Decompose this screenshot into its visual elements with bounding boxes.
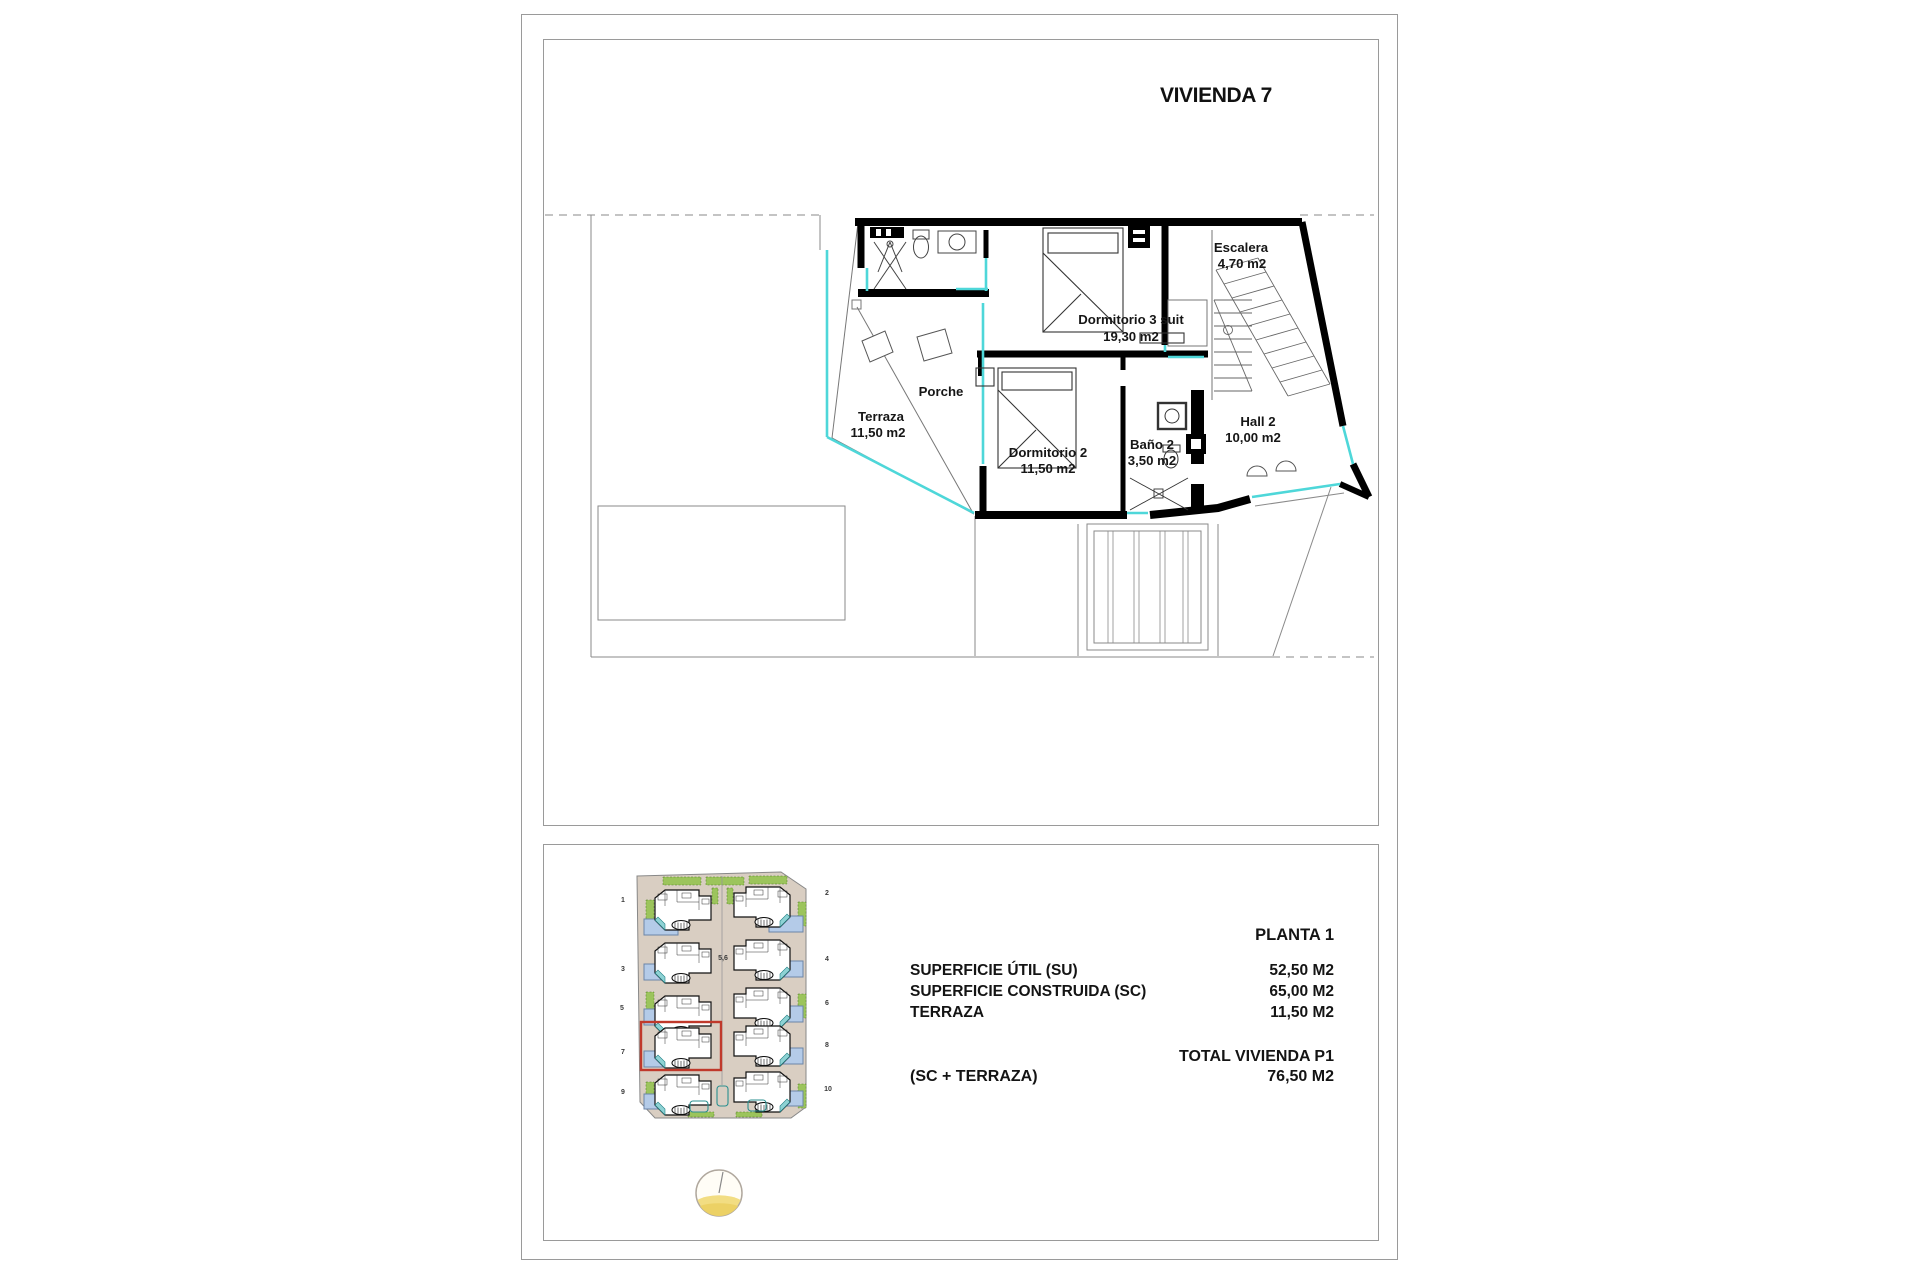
porch-furniture <box>862 329 952 362</box>
unit-number-4: 4 <box>825 956 829 963</box>
label-dormitorio3-area: 19,30 m2 <box>1103 329 1159 344</box>
terrace-geometry <box>832 223 974 514</box>
unit-number-8: 8 <box>825 1042 829 1049</box>
label-dormitorio2: Dormitorio 2 <box>1008 445 1088 460</box>
summary-row-sc-label: SUPERFICIE CONSTRUIDA (SC) <box>910 983 1147 1000</box>
summary-row-terraza <box>910 1002 1334 1023</box>
unit-number-5: 5 <box>620 1005 624 1012</box>
floor-label: PLANTA 1 <box>1255 926 1334 944</box>
unit-number-7: 7 <box>621 1049 625 1056</box>
summary-row-terraza-value: 11,50 M2 <box>1270 1004 1334 1021</box>
floorplan-drawing <box>543 39 1377 824</box>
bathroom3-fixtures <box>874 230 976 289</box>
summary-row-sc <box>910 981 1334 1002</box>
label-escalera: Escalera <box>1213 240 1269 255</box>
unit-number-1: 1 <box>621 897 625 904</box>
page-title: VIVIENDA 7 <box>1160 84 1272 107</box>
pergola-grid <box>975 516 1218 656</box>
unit-number-10: 10 <box>824 1086 832 1093</box>
unit-number-2: 2 <box>825 890 829 897</box>
summary-row-sc-value: 65,00 M2 <box>1269 983 1334 1000</box>
label-terraza-area: 11,50 m2 <box>850 425 906 440</box>
total-value: 76,50 M2 <box>1267 1068 1334 1085</box>
label-dormitorio3: Dormitorio 3 suit <box>1078 312 1184 327</box>
unit-number-9: 9 <box>621 1089 625 1096</box>
unit-number-6: 6 <box>825 1000 829 1007</box>
label-bano2: Baño 2 <box>1130 437 1174 452</box>
summary-row-terraza-label: TERRAZA <box>910 1004 985 1021</box>
label-terraza: Terraza <box>858 409 904 424</box>
area-summary-table <box>910 926 1334 1088</box>
total-label: TOTAL VIVIENDA P1 <box>1179 1048 1334 1065</box>
site-center-label: 5,6 <box>718 955 728 962</box>
label-hall2: Hall 2 <box>1240 414 1276 429</box>
total-row <box>910 1066 1334 1088</box>
compass-icon <box>696 1170 742 1216</box>
hall-stools <box>1247 461 1296 476</box>
total-sublabel: (SC + TERRAZA) <box>910 1068 1038 1085</box>
summary-row-su <box>910 960 1334 981</box>
unit-number-3: 3 <box>621 966 625 973</box>
garage-outline <box>598 506 845 620</box>
summary-row-su-value: 52,50 M2 <box>1269 962 1334 979</box>
label-escalera-area: 4,70 m2 <box>1217 256 1267 271</box>
summary-row-su-label: SUPERFICIE ÚTIL (SU) <box>910 962 1078 979</box>
label-hall2-area: 10,00 m2 <box>1225 430 1281 445</box>
label-porche: Porche <box>918 384 964 399</box>
label-dormitorio2-area: 11,50 m2 <box>1020 461 1076 476</box>
label-bano2-area: 3,50 m2 <box>1127 453 1177 468</box>
